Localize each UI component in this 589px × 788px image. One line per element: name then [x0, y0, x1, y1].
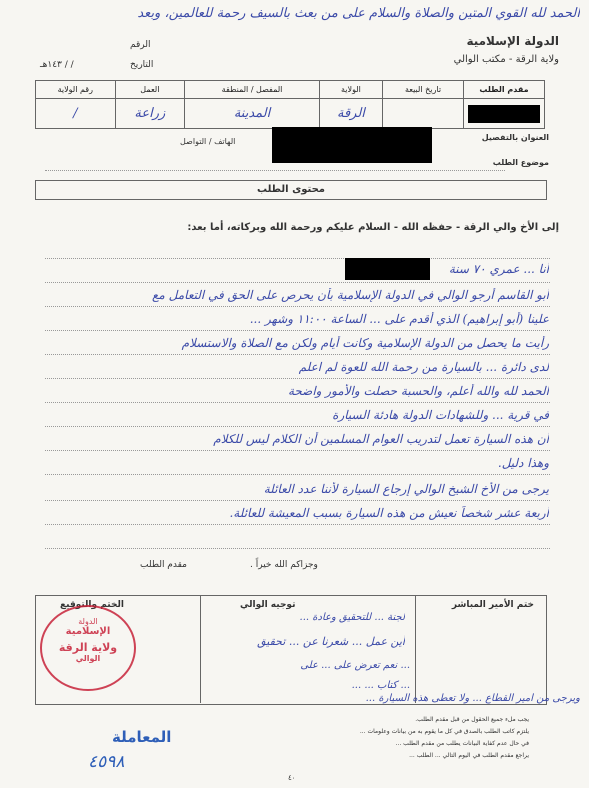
body-line-4: رأيت ما يحصل من الدولة الإسلامية وكانت أيام ولكن مع الصلاة والاستسلام: [181, 336, 549, 350]
body-line-9: وهذا دليل.: [497, 456, 549, 470]
note-1: يجب ملء جميع الحقول من قبل مقدم الطلب.: [415, 716, 529, 723]
body-line-1: أنا ... عمري ٧٠ سنة: [448, 262, 549, 276]
body-line-2: أبو القاسم أرجو الوالي في الدولة الإسلامية بأن يحرص على الحق في التعامل مع: [152, 288, 549, 302]
body-line-6: الحمد لله والله أعلم، والحسبة حصلت والأمور واضحة: [287, 384, 549, 398]
address-redacted: [272, 127, 432, 163]
body-line-11: أربعة عشر شخصاً نعيش من هذه السيارة بسبب المعيشة للعائلة.: [229, 506, 549, 520]
content-title-box: [35, 180, 547, 200]
directive-line-1: لجنة ... للتحقيق وعادة ...: [299, 612, 405, 623]
applicant-signature-label: مقدم الطلب: [140, 560, 187, 570]
body-line-7: في قرية ... وللشهادات الدولة هادئة السيارة: [332, 408, 549, 422]
note-2: يلتزم كاتب الطلب بالصدق في كل ما يقوم به من بيانات وعلومات ...: [359, 728, 529, 735]
directive-line-4: ... كتاب ... ...: [351, 680, 410, 691]
seal-line-2: الإسلامية: [65, 626, 111, 637]
value-area: المدينة: [185, 99, 320, 129]
transaction-stamp-label: المعاملة: [112, 728, 172, 746]
closing: وجزاكم الله خيراً .: [250, 560, 318, 570]
note-3: في حال عدم كفاية البيانات يطلب من مقدم الطلب ...: [395, 740, 529, 747]
body-line-5: لدى دائرة ... بالسيارة من رحمة الله للعوة لم اعلم: [298, 360, 549, 374]
header-pledge-date: تاريخ البيعة: [383, 81, 464, 99]
subject-dotline: [45, 170, 505, 171]
page-number: ٤٠: [288, 774, 296, 782]
body-line-10: يرجى من الأخ الشيخ الوالي إرجاع السيارة لأننا عدد العائلة: [263, 482, 549, 496]
directive-line-2: أين عمل ... شعرنا عن ... تحقيق: [257, 635, 405, 648]
bottom-note: ويرجى من أمير القطاع ... ولا تعطى هذه السيارة ...: [365, 693, 580, 704]
body-line-3: علينا (أبو إبراهيم) الذي أقدم على ... الساعة ١١:٠٠ وشهر ...: [249, 312, 549, 326]
header-province: الولاية: [319, 81, 382, 99]
transaction-number: ٤٥٩٨: [88, 752, 125, 772]
stamp-signature-label: الختم والتوقيع: [60, 600, 124, 610]
directive-label: توجيه الوالي: [240, 600, 296, 610]
greeting: إلى الأخ والي الرقة - حفظه الله - السلام عليكم ورحمة الله وبركاته، أما بعد:: [187, 222, 559, 233]
header-area: المفصل / المنطقة: [185, 81, 320, 99]
applicant-info-table: [35, 80, 545, 129]
official-seal: [40, 605, 136, 691]
value-pledge-date: [383, 99, 464, 129]
note-4: يراجع مقدم الطلب في اليوم التالي ... الطلب ...: [409, 752, 529, 759]
value-work: زراعة: [115, 99, 185, 129]
value-province-number: /: [36, 99, 116, 129]
office-name: ولاية الرقة - مكتب الوالي: [453, 54, 559, 65]
phone-label: الهاتف / التواصل: [180, 137, 236, 146]
date-label: التاريخ: [130, 60, 154, 70]
header-applicant: مقدم الطلب: [464, 81, 545, 99]
applicant-name-redacted: [464, 99, 545, 129]
value-province: الرقة: [319, 99, 382, 129]
header-province-number: رقم الولاية: [36, 81, 116, 99]
emir-label: ختم الأمير المباشر: [451, 600, 534, 610]
basmala-line: الحمد لله القوي المتين والصلاة والسلام على من بعث بالسيف رحمة للعالمين، وبعد: [137, 6, 580, 21]
state-name: الدولة الإسلامية: [466, 34, 559, 48]
ref-label: الرقم: [130, 40, 151, 50]
header-work: العمل: [115, 81, 185, 99]
content-title: محتوى الطلب: [257, 184, 325, 195]
seal-line-1: الدولة: [78, 617, 98, 626]
directive-line-3: ... نعم تعرض على ... على: [300, 660, 410, 671]
subject-label: موضوع الطلب: [492, 158, 549, 167]
seal-line-3: ولاية الرقة: [58, 641, 118, 654]
date-value: / / ١٤٣هـ: [40, 60, 74, 70]
body-line-8: أن هذه السيارة تعمل لتدريب العوام المسلمين أن الكلام ليس للكلام: [213, 432, 549, 446]
seal-line-4: الوالي: [75, 654, 101, 663]
address-label: العنوان بالتفصيل: [481, 133, 549, 142]
